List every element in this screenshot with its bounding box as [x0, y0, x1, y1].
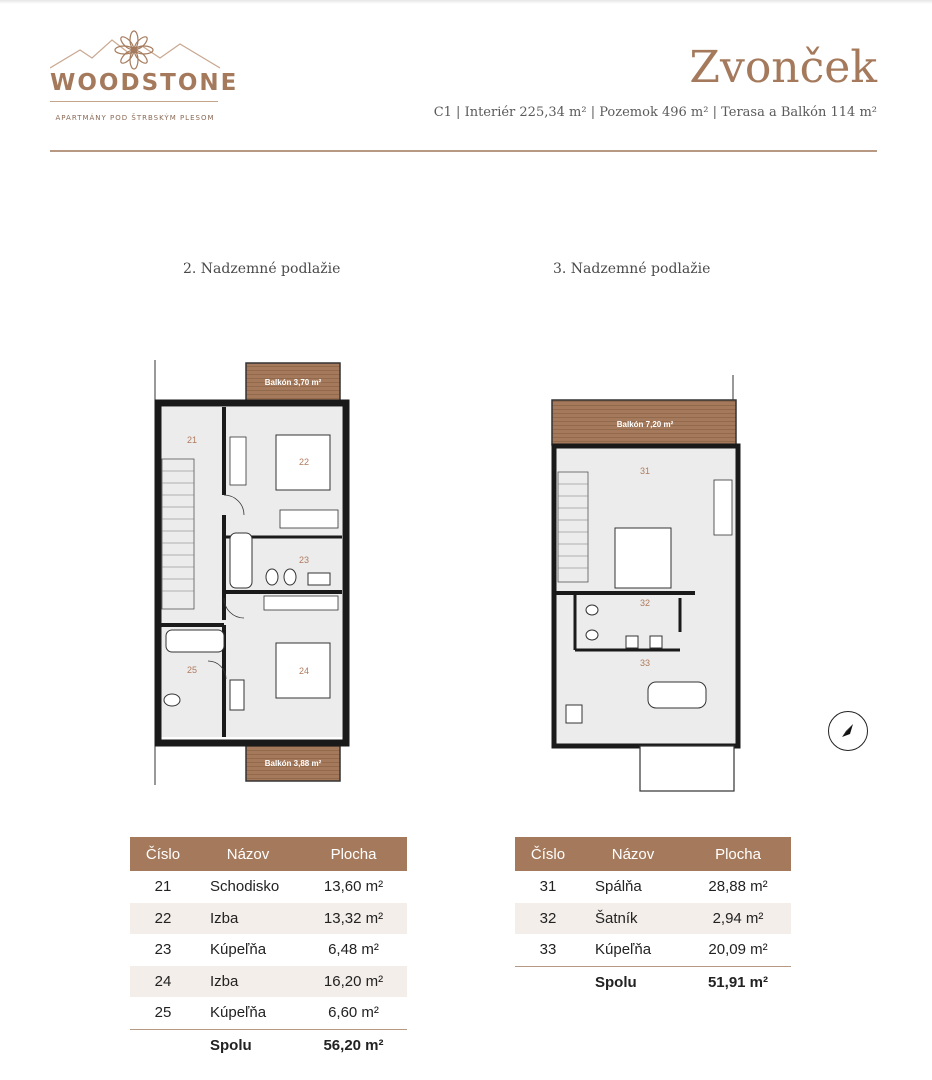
table-row: 25 Kúpeľňa 6,60 m² — [154, 1004, 379, 1022]
col-header-number: Číslo — [515, 837, 581, 871]
col-header-name: Názov — [196, 837, 300, 871]
page-subtitle: C1 | Interiér 225,34 m² | Pozemok 496 m² | Terasa a Balkón 114 m² — [433, 105, 877, 120]
balcony-3-label: Balkón 7,20 m² — [616, 420, 674, 429]
table-row: 33 Kúpeľňa 20,09 m² — [539, 941, 768, 959]
room-33-number: 33 — [639, 658, 651, 668]
room-32-number: 32 — [639, 598, 651, 608]
compass-icon — [828, 711, 868, 751]
room-21-number: 21 — [186, 435, 198, 445]
brand-name: WOODSTONE — [50, 70, 239, 96]
table-row: 22 Izba 13,32 m² — [130, 903, 407, 935]
table-row: 23 Kúpeľňa 6,48 m² — [154, 941, 379, 959]
brand-divider — [50, 101, 218, 102]
col-header-number: Číslo — [130, 837, 196, 871]
room-22-number: 22 — [298, 457, 310, 467]
room-table-floor-2 — [130, 837, 407, 1061]
top-shadow — [0, 0, 932, 4]
col-header-area: Plocha — [300, 837, 407, 871]
balcony-top-label: Balkón 3,70 m² — [264, 378, 322, 387]
header-rule — [50, 150, 877, 152]
brand-tagline: APARTMÁNY POD ŠTRBSKÝM PLESOM — [55, 114, 215, 122]
room-24-number: 24 — [298, 666, 310, 676]
floor-plan-3 — [540, 370, 760, 795]
table-row: 31 Spálňa 28,88 m² — [539, 878, 768, 896]
table-row: 24 Izba 16,20 m² — [130, 966, 407, 998]
col-header-name: Názov — [581, 837, 685, 871]
room-table-floor-3 — [515, 837, 791, 998]
room-31-number: 31 — [639, 466, 651, 476]
floor-label-3: 3. Nadzemné podlažie — [553, 261, 711, 277]
col-header-area: Plocha — [685, 837, 791, 871]
floor-plan-2 — [140, 355, 370, 795]
table-total-row: Spolu 56,20 m² — [130, 1029, 407, 1061]
room-23-number: 23 — [298, 555, 310, 565]
table-total-row: Spolu 51,91 m² — [515, 966, 791, 998]
balcony-bottom-label: Balkón 3,88 m² — [264, 759, 322, 768]
table-row: 21 Schodisko 13,60 m² — [154, 878, 384, 896]
floor-label-2: 2. Nadzemné podlažie — [183, 261, 341, 277]
room-25-number: 25 — [186, 665, 198, 675]
page-title: Zvonček — [689, 42, 877, 93]
table-row: 32 Šatník 2,94 m² — [515, 903, 791, 935]
edelweiss-mountain-icon — [50, 28, 220, 73]
